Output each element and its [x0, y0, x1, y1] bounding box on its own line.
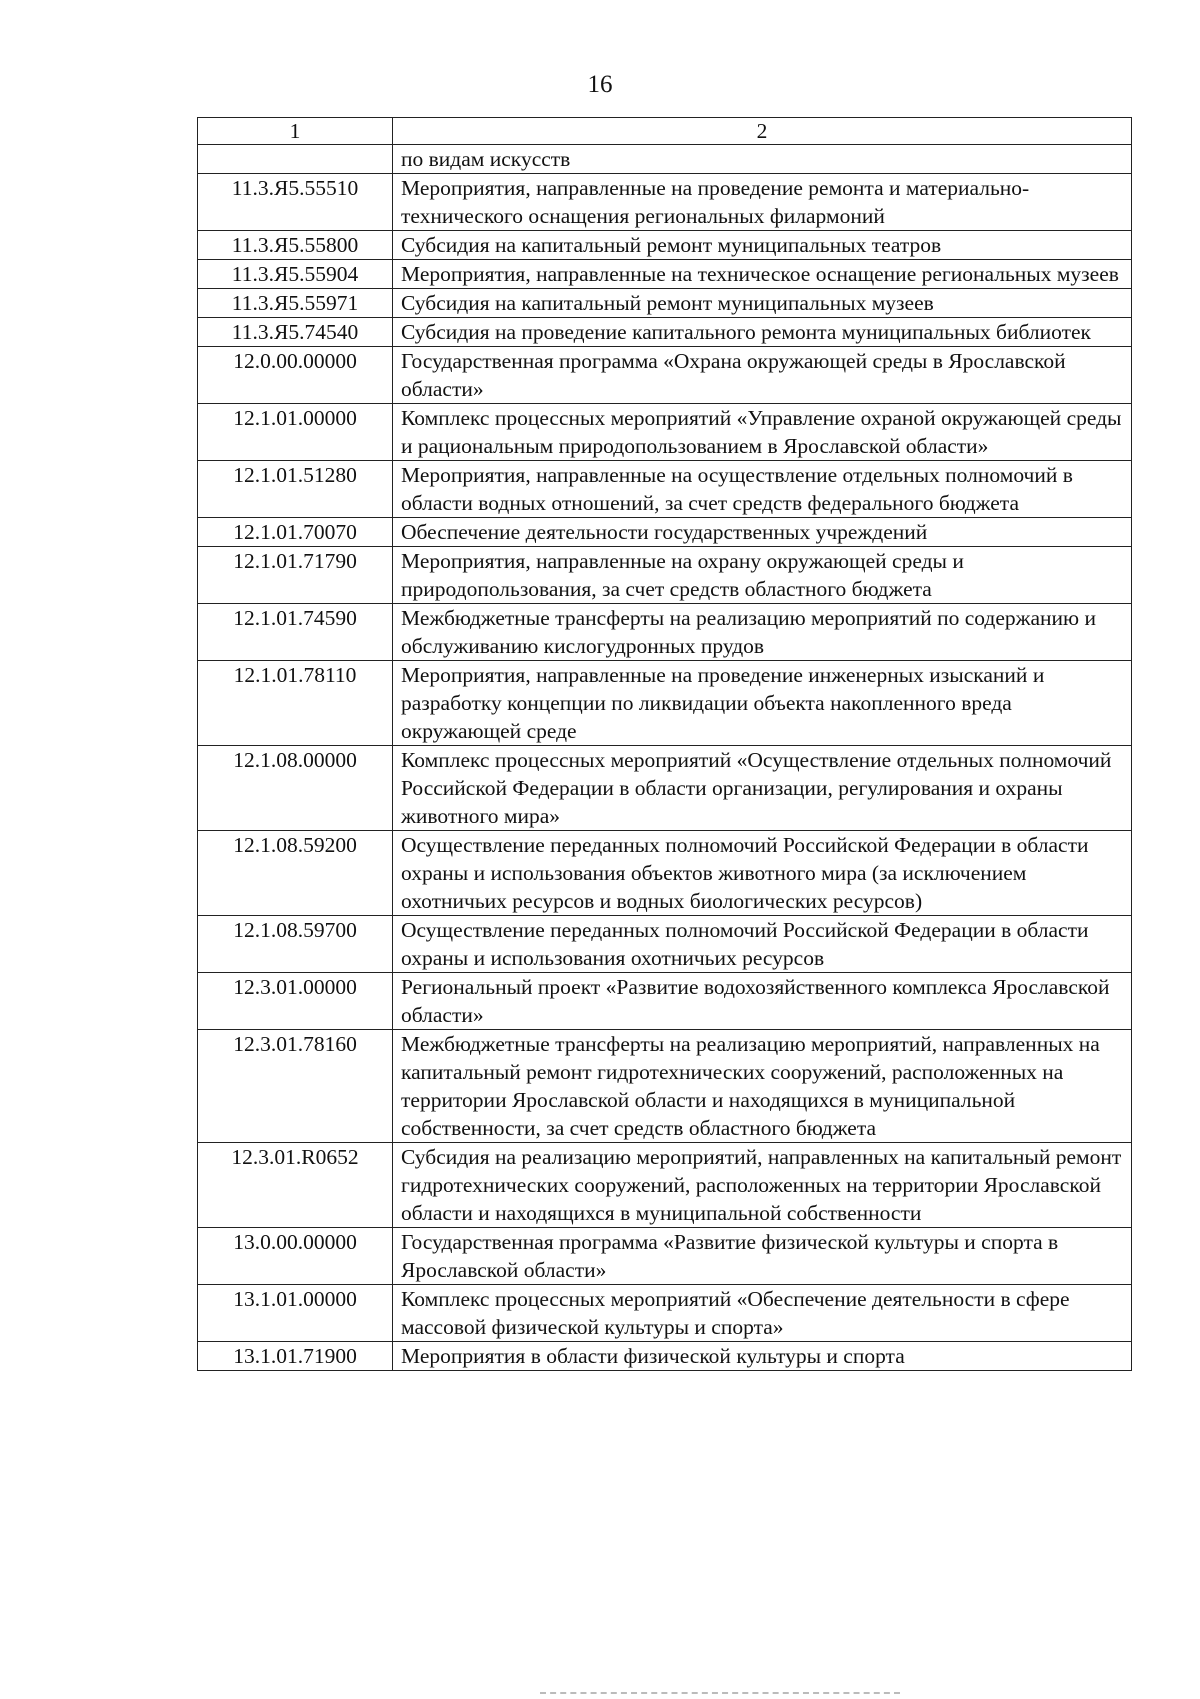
budget-code-cell: 12.1.01.74590	[198, 604, 393, 661]
description-cell: по видам искусств	[393, 145, 1132, 174]
table-body	[198, 145, 1132, 1371]
budget-code-cell: 11.3.Я5.55971	[198, 289, 393, 318]
budget-code-cell: 11.3.Я5.74540	[198, 318, 393, 347]
budget-code-cell: 12.3.01.00000	[198, 973, 393, 1030]
budget-code-cell: 12.3.01.78160	[198, 1030, 393, 1143]
table-header-row	[198, 118, 1132, 145]
table-row	[198, 916, 1132, 973]
description-cell: Субсидия на капитальный ремонт муниципальных музеев	[393, 289, 1132, 318]
table-row	[198, 604, 1132, 661]
budget-code-cell: 12.1.08.00000	[198, 746, 393, 831]
column-header-1: 1	[198, 118, 393, 145]
table-row	[198, 318, 1132, 347]
budget-code-cell: 12.1.01.71790	[198, 547, 393, 604]
description-cell: Межбюджетные трансферты на реализацию мероприятий, направленных на капитальный ремонт гидротехнических сооружений, расположенных на территории Ярославской области и находящихся в муниципальной собственности, за счет средств областного бюджета	[393, 1030, 1132, 1143]
description-cell: Мероприятия в области физической культуры и спорта	[393, 1342, 1132, 1371]
description-cell: Субсидия на проведение капитального ремонта муниципальных библиотек	[393, 318, 1132, 347]
column-header-2: 2	[393, 118, 1132, 145]
description-cell: Мероприятия, направленные на проведение ремонта и материально-технического оснащения региональных филармоний	[393, 174, 1132, 231]
description-cell: Региональный проект «Развитие водохозяйственного комплекса Ярославской области»	[393, 973, 1132, 1030]
page-number: 16	[587, 71, 613, 98]
table-row	[198, 518, 1132, 547]
table-row	[198, 174, 1132, 231]
description-cell: Комплекс процессных мероприятий «Осуществление отдельных полномочий Российской Федерации в области организации, регулирования и охраны животного мира»	[393, 746, 1132, 831]
description-cell: Обеспечение деятельности государственных учреждений	[393, 518, 1132, 547]
table-row	[198, 1228, 1132, 1285]
table-row	[198, 831, 1132, 916]
description-cell: Межбюджетные трансферты на реализацию мероприятий по содержанию и обслуживанию кислогудронных прудов	[393, 604, 1132, 661]
description-cell: Государственная программа «Охрана окружающей среды в Ярославской области»	[393, 347, 1132, 404]
budget-code-cell: 11.3.Я5.55800	[198, 231, 393, 260]
table-row	[198, 1342, 1132, 1371]
budget-code-cell: 12.1.01.00000	[198, 404, 393, 461]
description-cell: Мероприятия, направленные на осуществление отдельных полномочий в области водных отношений, за счет средств федерального бюджета	[393, 461, 1132, 518]
scan-edge-marks	[540, 1692, 900, 1696]
table-row	[198, 461, 1132, 518]
table-row	[198, 746, 1132, 831]
description-cell: Субсидия на реализацию мероприятий, направленных на капитальный ремонт гидротехнических сооружений, расположенных на территории Ярославской области и находящихся в муниципальной собственности	[393, 1143, 1132, 1228]
budget-code-cell: 12.0.00.00000	[198, 347, 393, 404]
table-row	[198, 145, 1132, 174]
table-row	[198, 1030, 1132, 1143]
description-cell: Государственная программа «Развитие физической культуры и спорта в Ярославской области»	[393, 1228, 1132, 1285]
budget-code-cell: 13.1.01.71900	[198, 1342, 393, 1371]
table-row	[198, 973, 1132, 1030]
budget-code-cell: 12.3.01.R0652	[198, 1143, 393, 1228]
budget-code-cell: 13.0.00.00000	[198, 1228, 393, 1285]
budget-code-cell: 12.1.08.59200	[198, 831, 393, 916]
description-cell: Комплекс процессных мероприятий «Обеспечение деятельности в сфере массовой физической культуры и спорта»	[393, 1285, 1132, 1342]
description-cell: Субсидия на капитальный ремонт муниципальных театров	[393, 231, 1132, 260]
description-cell: Мероприятия, направленные на охрану окружающей среды и природопользования, за счет средств областного бюджета	[393, 547, 1132, 604]
budget-code-cell	[198, 145, 393, 174]
budget-code-cell: 11.3.Я5.55510	[198, 174, 393, 231]
table-row	[198, 231, 1132, 260]
classification-table	[197, 117, 1132, 1371]
description-cell: Мероприятия, направленные на техническое оснащение региональных музеев	[393, 260, 1132, 289]
budget-code-cell: 12.1.01.51280	[198, 461, 393, 518]
table-row	[198, 1285, 1132, 1342]
budget-code-cell: 12.1.01.78110	[198, 661, 393, 746]
table-row	[198, 661, 1132, 746]
table-row	[198, 1143, 1132, 1228]
table-row	[198, 347, 1132, 404]
table-row	[198, 260, 1132, 289]
budget-code-cell: 13.1.01.00000	[198, 1285, 393, 1342]
table-row	[198, 547, 1132, 604]
description-cell: Комплекс процессных мероприятий «Управление охраной окружающей среды и рациональным природопользованием в Ярославской области»	[393, 404, 1132, 461]
table-row	[198, 289, 1132, 318]
budget-code-cell: 12.1.01.70070	[198, 518, 393, 547]
budget-code-cell: 12.1.08.59700	[198, 916, 393, 973]
table-row	[198, 404, 1132, 461]
description-cell: Мероприятия, направленные на проведение инженерных изысканий и разработку концепции по ликвидации объекта накопленного вреда окружающей среде	[393, 661, 1132, 746]
description-cell: Осуществление переданных полномочий Российской Федерации в области охраны и использования объектов животного мира (за исключением охотничьих ресурсов и водных биологических ресурсов)	[393, 831, 1132, 916]
budget-code-cell: 11.3.Я5.55904	[198, 260, 393, 289]
description-cell: Осуществление переданных полномочий Российской Федерации в области охраны и использования охотничьих ресурсов	[393, 916, 1132, 973]
